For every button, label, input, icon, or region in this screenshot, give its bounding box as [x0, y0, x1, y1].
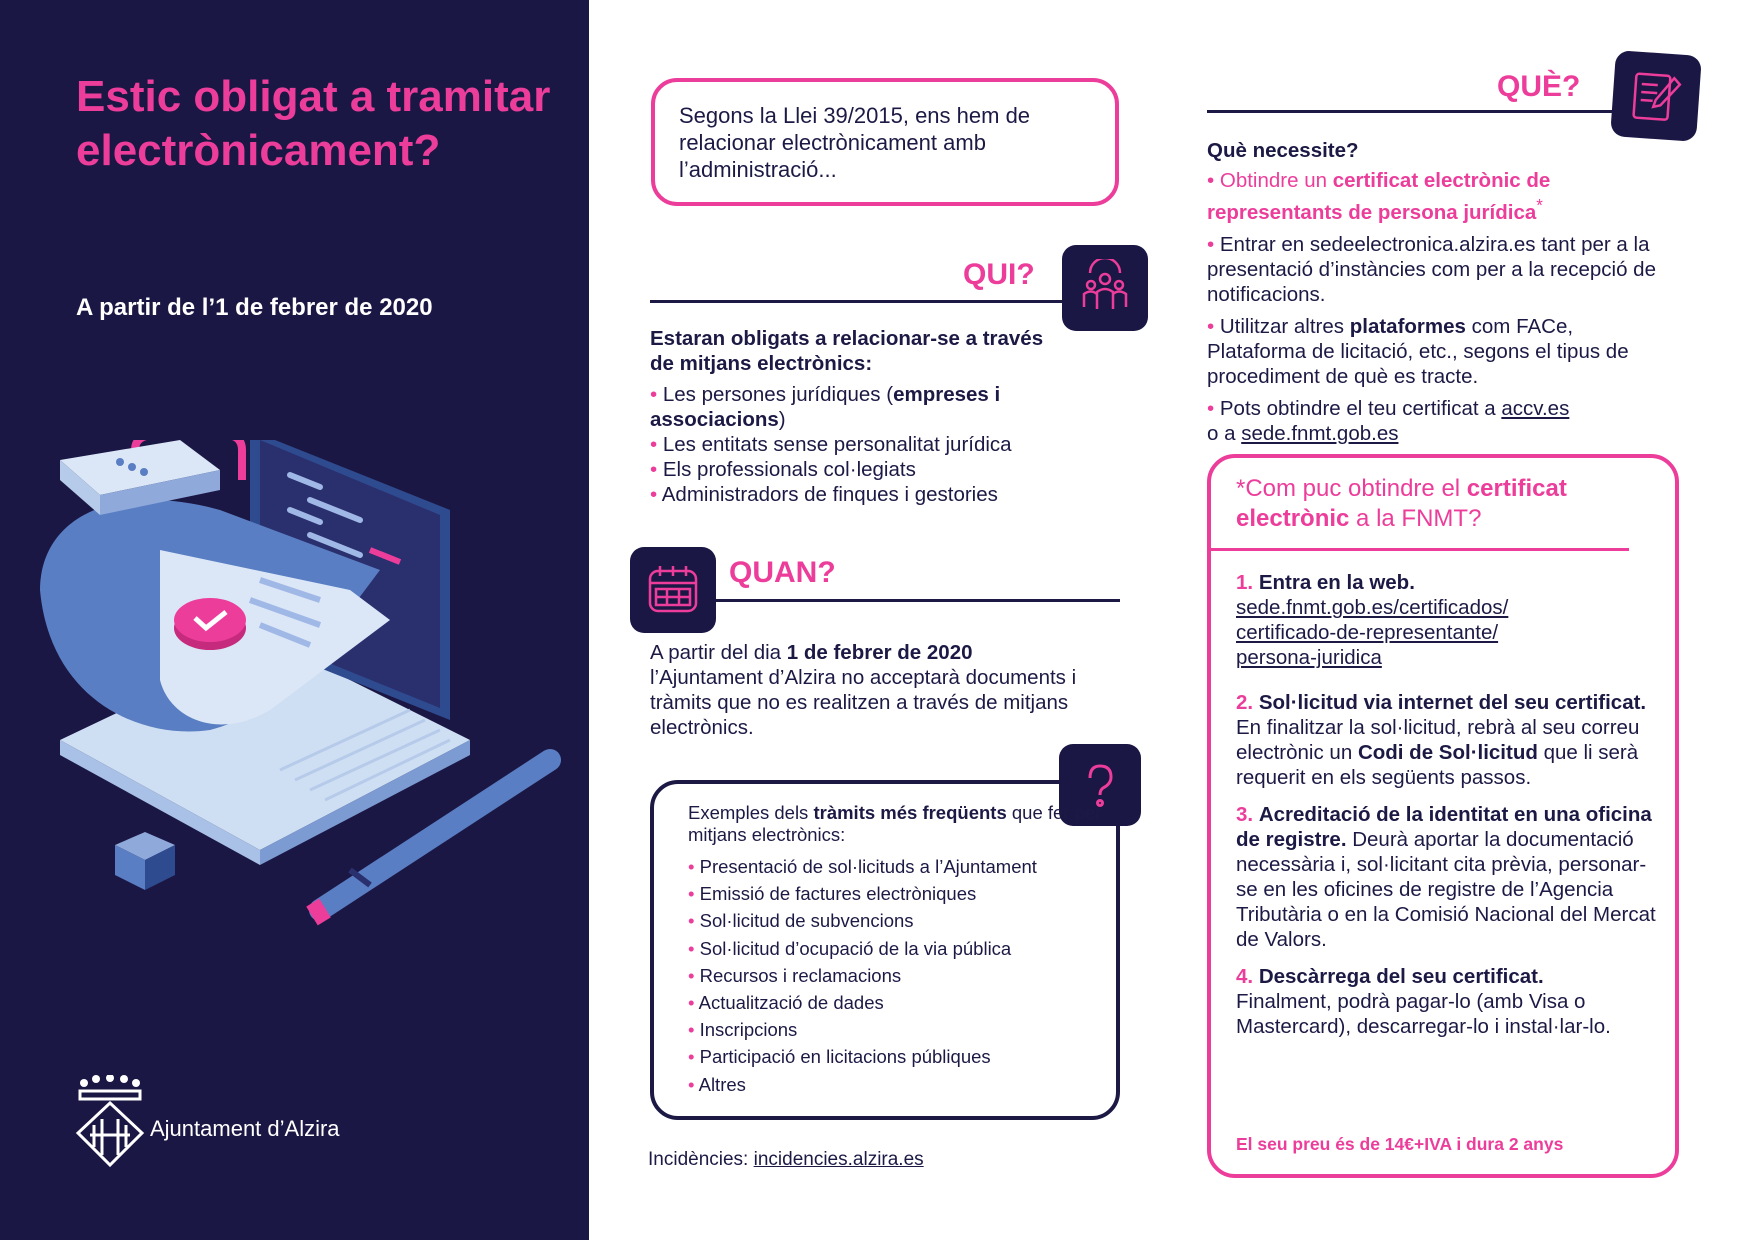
qui-title: QUI?: [963, 258, 1035, 291]
list-item: • Presentació de sol·licituds a l’Ajuntament: [688, 856, 1108, 878]
list-item: • Emissió de factures electròniques: [688, 883, 1108, 905]
list-item: • Pots obtindre el teu certificat a accv.es o a sede.fnmt.gob.es: [1207, 396, 1570, 445]
page-title: Estic obligat a tramitar electrònicament?: [76, 72, 551, 175]
list-item: • Les entitats sense personalitat jurídica: [650, 432, 1070, 457]
quan-text: A partir del dia 1 de febrer de 2020 l’Ajuntament d’Alzira no acceptarà documents i tràmits que no es realitzen a través de mitjans electrònics.: [650, 641, 1077, 739]
examples-lead: Exemples dels tràmits més freqüents que fer per mitjans electrònics:: [688, 802, 1102, 845]
list-item: • Administradors de finques i gestories: [650, 482, 1070, 507]
incidencies-line: Incidències: incidencies.alzira.es: [648, 1149, 924, 1170]
list-item: • Sol·licitud d’ocupació de la via pública: [688, 938, 1108, 960]
list-item: • Les persones jurídiques (empreses i associacions): [650, 382, 1070, 432]
list-item: • Inscripcions: [688, 1019, 1108, 1041]
que-lead: Què necessite?: [1207, 139, 1359, 162]
list-item: • Entrar en sedeelectronica.alzira.es tant per a la presentació d’instàncies com per a la recepció de notificacions.: [1207, 232, 1656, 306]
quan-rule: [716, 599, 1120, 602]
que-rule: [1207, 110, 1623, 113]
laptop-illustration: [20, 440, 580, 960]
form-pen-icon: [1610, 50, 1702, 142]
incidencies-link[interactable]: incidencies.alzira.es: [753, 1149, 924, 1170]
qui-rule: [650, 300, 1068, 303]
intro-text: Segons la Llei 39/2015, ens hem de relacionar electrònicament amb l’administració...: [679, 103, 1031, 182]
fnmt-title: *Com puc obtindre el certificat electrònic a la FNMT?: [1236, 475, 1567, 532]
fnmt-link[interactable]: sede.fnmt.gob.es: [1241, 421, 1399, 445]
accv-link[interactable]: accv.es: [1501, 396, 1570, 420]
step-4: 4. Descàrrega del seu certificat. Finalment, podrà pagar-lo (amb Visa o Mastercard), descarregar-lo i instal·lar-lo.: [1236, 965, 1611, 1038]
step-1: 1. Entra en la web. sede.fnmt.gob.es/certificados/ certificado-de-representante/ persona-juridica: [1236, 570, 1656, 670]
qui-lead: Estaran obligats a relacionar-se a través de mitjans electrònics:: [650, 327, 1044, 375]
list-item: • Sol·licitud de subvencions: [688, 910, 1108, 932]
people-icon: [1062, 245, 1148, 331]
date-subtitle: A partir de l’1 de febrer de 2020: [76, 294, 433, 321]
fnmt-steps: [1236, 570, 1656, 1039]
list-item: • Participació en licitacions públiques: [688, 1046, 1108, 1068]
list-item: • Actualització de dades: [688, 992, 1108, 1014]
examples-list: [688, 802, 1108, 1096]
list-item: • Altres: [688, 1074, 1108, 1096]
que-title: QUÈ?: [1497, 70, 1581, 103]
qui-list: [650, 382, 1070, 507]
quan-title: QUAN?: [729, 556, 836, 589]
step-3: 3. Acreditació de la identitat en una oficina de registre. Deurà aportar la documentació necessària i, sol·licitant cita prèvia, personar-se en les oficines de registre de l’Agencia Tributària o en la Comisió Nacional del Mercat de Valors.: [1236, 803, 1656, 951]
list-item: • Utilitzar altres plataformes com FACe, Plataforma de licitació, etc., segons el tipus de procediment de què es tracte.: [1207, 314, 1629, 388]
list-item: • Obtindre un certificat electrònic de representants de persona jurídica*: [1207, 169, 1551, 224]
list-item: • Recursos i reclamacions: [688, 965, 1108, 987]
step-2: 2. Sol·licitud via internet del seu certificat. En finalitzar la sol·licitud, rebrà al seu correu electrònic un Codi de Sol·licitud que li serà requerit en els següents passos.: [1236, 691, 1647, 789]
list-item: • Els professionals col·legiats: [650, 457, 1070, 482]
calendar-icon: [630, 547, 716, 633]
fnmt-rule: [1207, 548, 1629, 551]
logo-text: Ajuntament d’Alzira: [150, 1116, 340, 1141]
que-list: [1207, 168, 1677, 446]
fnmt-cert-link[interactable]: sede.fnmt.gob.es/certificados/ certificado-de-representante/ persona-juridica: [1236, 596, 1509, 669]
price-note: El seu preu és de 14€+IVA i dura 2 anys: [1236, 1134, 1564, 1154]
